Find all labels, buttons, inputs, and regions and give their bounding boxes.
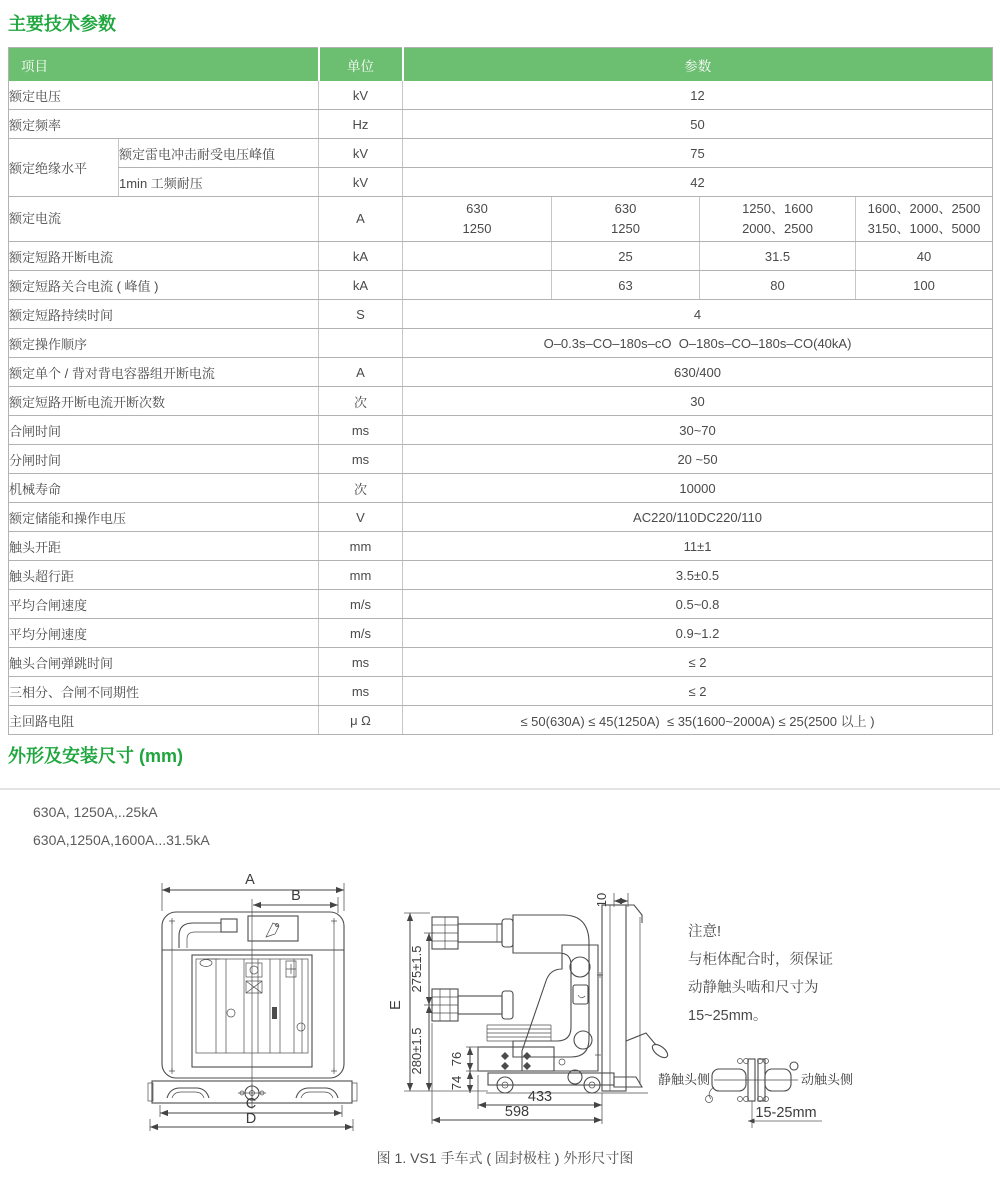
dim-label-76: 76 [449,1051,464,1067]
table-row [9,110,993,139]
row-value: O–0.3s–CO–180s–cO O–180s–CO–180s–CO(40kA) [403,329,993,358]
moving-contact-label: 动触头侧 [801,1072,854,1087]
row-value-col2: 25 [552,242,700,271]
row-value-col1 [403,197,552,242]
row-item: 额定频率 [9,110,319,139]
table-row [9,532,993,561]
row-value: 4 [403,300,993,329]
row-item: 合闸时间 [9,416,319,445]
row-unit: 次 [319,474,403,503]
row-unit: m/s [319,590,403,619]
row-unit: kA [319,242,403,271]
dim-label-280: 280±1.5 [409,1027,424,1075]
table-row [9,561,993,590]
row-value-col1 [403,242,552,271]
variant-line-1: 630A, 1250A,..25kA [33,804,158,820]
dim-label-E: E [388,1000,404,1010]
row-unit: S [319,300,403,329]
row-value: 11±1 [403,532,993,561]
row-item: 触头超行距 [9,561,319,590]
section2-title: 外形及安装尺寸 (mm) [8,746,183,766]
row-value-col1 [403,271,552,300]
table-row [9,706,993,735]
row-value: 0.9~1.2 [403,619,993,648]
table-row [9,242,993,271]
row-value: 630/400 [403,358,993,387]
row-value: 30~70 [403,416,993,445]
header-unit: 单位 [319,48,403,82]
header-param: 参数 [403,48,993,82]
row-value: 50 [403,110,993,139]
gap-dim-label: 15-25mm [755,1105,817,1121]
row-value: ≤ 2 [403,677,993,706]
table-row [9,300,993,329]
note-block [688,918,833,1030]
row-unit: kV [319,139,403,168]
row-item: 机械寿命 [9,474,319,503]
row-item: 主回路电阻 [9,706,319,735]
row-item: 平均合闸速度 [9,590,319,619]
dim-label-598: 598 [504,1104,530,1120]
front-view-drawing [148,872,357,1131]
dim-label-A: A [245,872,255,888]
table-header-row [9,48,993,82]
row-item: 额定短路关合电流 ( 峰值 ) [9,271,319,300]
table-row [9,445,993,474]
row-item: 额定单个 / 背对背电容器组开断电流 [9,358,319,387]
row-item: 额定储能和操作电压 [9,503,319,532]
note-line: 15~25mm。 [688,1008,768,1024]
row-value: ≤ 2 [403,648,993,677]
row-unit: 次 [319,387,403,416]
side-view-drawing [388,893,670,1124]
row-unit: kV [319,168,403,197]
row-subitem: 1min 工频耐压 [119,168,319,197]
row-value-col3 [700,197,856,242]
static-contact-label: 静触头侧 [657,1072,710,1087]
row-item: 额定操作顺序 [9,329,319,358]
figure-caption: 图 1. VS1 手车式 ( 固封极柱 ) 外形尺寸图 [376,1150,634,1166]
section1-title: 主要技术参数 [8,14,116,34]
table-row [9,503,993,532]
row-value: 3.5±0.5 [403,561,993,590]
note-line: 注意! [688,924,722,940]
table-row [9,474,993,503]
note-line: 动静触头啮和尺寸为 [688,980,819,996]
row-group: 额定绝缘水平 [9,139,119,197]
row-unit: mm [319,532,403,561]
row-value: 10000 [403,474,993,503]
row-item: 平均分闸速度 [9,619,319,648]
row-unit: ms [319,416,403,445]
row-value-col3: 31.5 [700,242,856,271]
row-unit: A [319,197,403,242]
header-item: 项目 [9,48,319,82]
row-value: 12 [403,81,993,110]
section-divider [0,788,1000,790]
row-unit: kA [319,271,403,300]
row-unit: ms [319,648,403,677]
value-line: 1250 [611,221,640,236]
parameters-table [8,47,993,735]
row-unit: A [319,358,403,387]
table-row [9,329,993,358]
row-value-col2 [552,197,700,242]
row-value-col4: 100 [856,271,993,300]
row-item: 额定短路开断电流开断次数 [9,387,319,416]
row-value: 75 [403,139,993,168]
row-value: 0.5~0.8 [403,590,993,619]
row-item: 触头开距 [9,532,319,561]
dim-label-275: 275±1.5 [409,945,424,993]
row-value-col4: 40 [856,242,993,271]
value-line: 630 [466,201,488,216]
value-line: 1250 [462,221,492,236]
value-line: 1250、1600 [742,201,813,216]
table-row [9,677,993,706]
row-value: 42 [403,168,993,197]
table-row [9,271,993,300]
row-item: 额定电流 [9,197,319,242]
row-unit: mm [319,561,403,590]
row-item: 三相分、合闸不同期性 [9,677,319,706]
dim-label-10: 10 [594,892,609,908]
contact-detail-drawing [658,1059,853,1129]
variant-line-2: 630A,1250A,1600A...31.5kA [33,832,210,848]
row-item: 触头合闸弹跳时间 [9,648,319,677]
row-unit: ms [319,677,403,706]
row-unit: V [319,503,403,532]
row-unit [319,329,403,358]
row-value: 30 [403,387,993,416]
table-row [9,387,993,416]
table-row [9,590,993,619]
table-row [9,139,993,168]
dimension-drawings [0,855,1000,1155]
value-line: 1600、2000、2500 [867,201,981,216]
table-row [9,197,993,242]
row-value-col2: 63 [552,271,700,300]
table-row [9,358,993,387]
dim-label-74: 74 [449,1075,464,1091]
row-unit: μ Ω [319,706,403,735]
table-row [9,81,993,110]
table-row [9,648,993,677]
note-line: 与柜体配合时，须保证 [688,952,833,968]
row-unit: m/s [319,619,403,648]
row-item: 额定电压 [9,81,319,110]
value-line: 630 [614,201,637,216]
dim-label-C: C [245,1096,257,1112]
row-value-col4 [856,197,993,242]
table-row [9,416,993,445]
row-unit: kV [319,81,403,110]
value-line: 2000、2500 [742,221,813,236]
row-item: 额定短路开断电流 [9,242,319,271]
row-value: ≤ 50(630A) ≤ 45(1250A) ≤ 35(1600~2000A) ≤ 25(2500 以上 ) [403,706,993,735]
dim-label-B: B [291,888,301,904]
row-unit: ms [319,445,403,474]
table-row [9,168,993,197]
value-line: 3150、1000、5000 [867,221,981,236]
row-unit: Hz [319,110,403,139]
row-value: 20 ~50 [403,445,993,474]
row-value: AC220/110DC220/110 [403,503,993,532]
dim-label-433: 433 [527,1089,553,1105]
row-item: 分闸时间 [9,445,319,474]
row-subitem: 额定雷电冲击耐受电压峰值 [119,139,319,168]
dim-label-D: D [245,1111,257,1127]
row-item: 额定短路持续时间 [9,300,319,329]
table-row [9,619,993,648]
row-value-col3: 80 [700,271,856,300]
